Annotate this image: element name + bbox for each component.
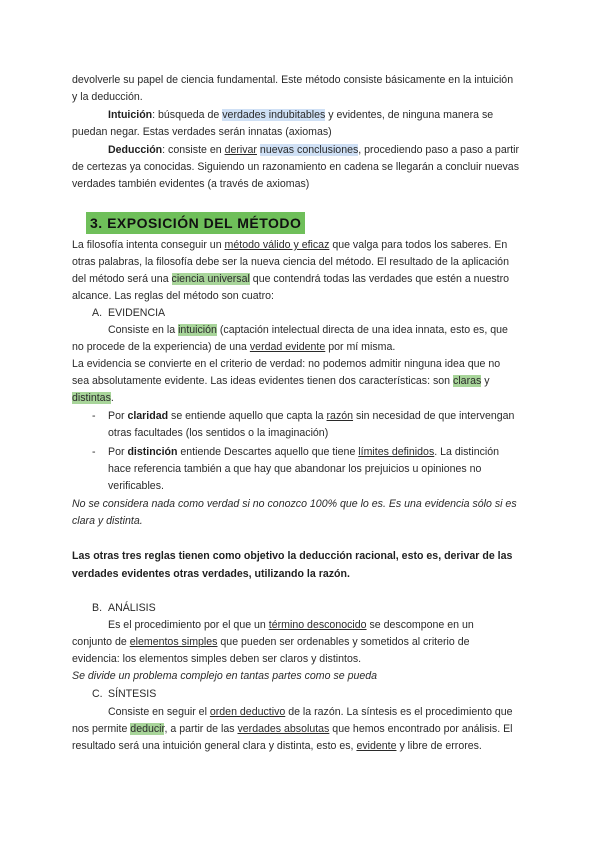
italic-note: No se considera nada como verdad si no conozco 100% que lo es. Es una evidencia sólo si es	[72, 498, 517, 510]
paragraph-line: Es el procedimiento por el que un término desconocido se descompone en un	[108, 619, 474, 631]
deduccion-definition: Deducción: consiste en derivar nuevas conclusiones, procediendo paso a paso a partir	[108, 144, 520, 156]
paragraph-line: La filosofía intenta conseguir un método válido y eficaz que valga para todos los saberes. En	[72, 239, 508, 251]
list-dash: -	[92, 410, 96, 422]
claridad-item: Por claridad se entiende aquello que capta la razón sin necesidad de que intervengan	[108, 410, 515, 422]
paragraph-line: evidencia: los elementos simples deben ser claros y distintos.	[72, 653, 362, 665]
paragraph-line: resultado será una intuición general clara y distinta, esto es, evidente y libre de errores.	[72, 740, 482, 752]
rule-title: ANÁLISIS	[108, 602, 156, 614]
list-marker: C.	[92, 688, 103, 700]
paragraph-line: nos permite deducir, a partir de las verdades absolutas que hemos encontrado por análisis. El	[72, 723, 513, 735]
paragraph-line: puedan negar. Estas verdades serán innatas (axiomas)	[72, 126, 332, 138]
italic-note: Se divide un problema complejo en tantas partes como se pueda	[72, 670, 378, 682]
paragraph-line: La evidencia se convierte en el criterio de verdad: no podemos admitir ninguna idea que no	[72, 358, 501, 370]
italic-note: clara y distinta.	[72, 515, 143, 527]
list-marker: A.	[92, 307, 103, 319]
rule-title: SÍNTESIS	[108, 688, 157, 700]
paragraph-line: alcance. Las reglas del método son cuatro:	[72, 290, 274, 302]
distincion-item: Por distinción entiende Descartes aquello que tiene límites definidos. La distinción	[108, 446, 500, 458]
intuicion-definition: Intuición: búsqueda de verdades indubitables y evidentes, de ninguna manera se	[108, 109, 494, 121]
paragraph-line: devolverle su papel de ciencia fundamental. Este método consiste básicamente en la intuición	[72, 74, 514, 86]
paragraph-line: conjunto de elementos simples que pueden ser ordenables y sometidos al criterio de	[72, 636, 470, 648]
paragraph-line: Consiste en la intuición (captación intelectual directa de una idea innata, esto es, que	[108, 324, 508, 336]
paragraph-line: distintas.	[72, 392, 114, 404]
paragraph-line: y la deducción.	[72, 91, 143, 103]
paragraph-line: Las otras tres reglas tienen como objetivo la deducción racional, esto es, derivar de las	[72, 550, 513, 562]
paragraph-line: verdades también evidentes (a través de axiomas)	[72, 178, 310, 190]
paragraph-line: del método será una ciencia universal que contendrá todas las verdades que estén a nuestro	[72, 273, 509, 285]
paragraph-line: Consiste en seguir el orden deductivo de la razón. La síntesis es el procedimiento que	[108, 706, 513, 718]
rule-title: EVIDENCIA	[108, 307, 166, 319]
paragraph-line: de certezas ya conocidas. Siguiendo un razonamiento en cadena se llegarán a concluir nuevas	[72, 161, 519, 173]
paragraph-line: verdades evidentes otras verdades, utilizando la razón.	[72, 568, 350, 580]
paragraph-line: otras palabras, la filosofía debe ser la nueva ciencia del método. El resultado de la aplicación	[72, 256, 509, 268]
paragraph-line: otras facultades (los sentidos o la imaginación)	[108, 427, 329, 439]
paragraph-line: no procede de la experiencia) de una verdad evidente por mí misma.	[72, 341, 396, 353]
list-marker: B.	[92, 602, 103, 614]
paragraph-line: verificables.	[108, 480, 164, 492]
paragraph-line: hace referencia también a que hay que abandonar los prejuicios u opiniones no	[108, 463, 482, 475]
list-dash: -	[92, 446, 96, 458]
section-heading: 3. EXPOSICIÓN DEL MÉTODO	[86, 212, 305, 234]
paragraph-line: sea absolutamente evidente. Las ideas evidentes tienen dos características: son claras y	[72, 375, 490, 387]
